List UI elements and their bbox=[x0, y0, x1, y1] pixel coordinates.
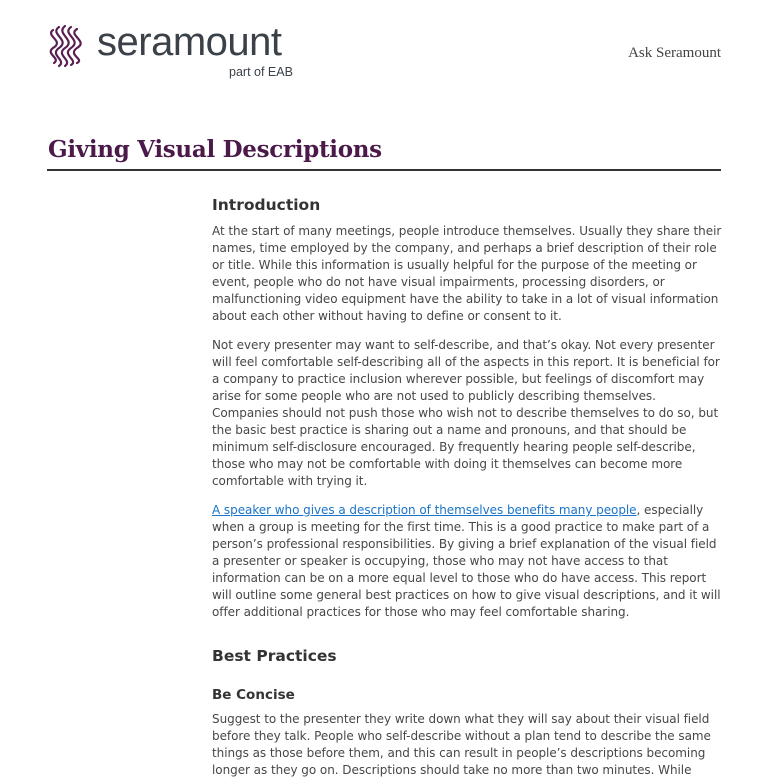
section-heading-introduction: Introduction bbox=[212, 196, 321, 214]
be-concise-paragraph: Suggest to the presenter they write down what they will say about their visual field before they talk. People who self-describe without a plan tend to describe the same things as those before them, and this can result in people’s descriptions becoming longer as they go on. Descriptions should take no more than two minutes. While bbox=[212, 712, 711, 777]
title-divider bbox=[47, 169, 721, 171]
page-title: Giving Visual Descriptions bbox=[48, 136, 382, 163]
article-content bbox=[212, 196, 722, 779]
subheading-be-concise: Be Concise bbox=[212, 687, 295, 703]
intro-paragraph-1: At the start of many meetings, people introduce themselves. Usually they share their names, time employed by the company, and perhaps a brief description of their role or title. While this information is usually helpful for the purpose of the meeting or event, people who do not have visual impairments, processing disorders, or malfunctioning video equipment have the ability to take in a lot of visual information about each other without having to define or consent to it. bbox=[212, 224, 722, 323]
section-heading-best-practices: Best Practices bbox=[212, 647, 337, 665]
logo-wave-icon bbox=[45, 24, 91, 68]
intro-paragraph-3-text: , especially when a group is meeting for the first time. This is a good practice to make part of a person’s professional responsibilities. By giving a brief explanation of the visual field a presenter or speaker is occupying, those who may not have access to that information can be on a more equal level to those who do have access. This report will outline some general best practices on how to give visual descriptions, and it will offer additional practices for those who may feel comfortable sharing. bbox=[212, 503, 721, 619]
intro-paragraph-3 bbox=[212, 502, 722, 621]
speaker-benefits-link[interactable]: A speaker who gives a description of themselves benefits many people bbox=[212, 503, 637, 517]
intro-paragraph-2: Not every presenter may want to self-describe, and that’s okay. Not every presenter will feel comfortable self-describing all of the aspects in this report. It is beneficial for a company to practice inclusion wherever possible, but feelings of discomfort may arise for some people who are not used to publicly describing themselves. Companies should not push those who wish not to describe themselves to do so, but the basic best practice is sharing out a name and pronouns, and that should be minimum self-disclosure encouraged. By frequently hearing people self-describe, those who may not be comfortable with doing it themselves can become more comfortable with trying it. bbox=[212, 338, 720, 488]
seramount-logo[interactable] bbox=[45, 20, 305, 82]
ask-seramount-link[interactable]: Ask Seramount bbox=[628, 45, 721, 61]
logo-wordmark: seramount bbox=[97, 20, 282, 64]
logo-tagline: part of EAB bbox=[229, 65, 293, 79]
